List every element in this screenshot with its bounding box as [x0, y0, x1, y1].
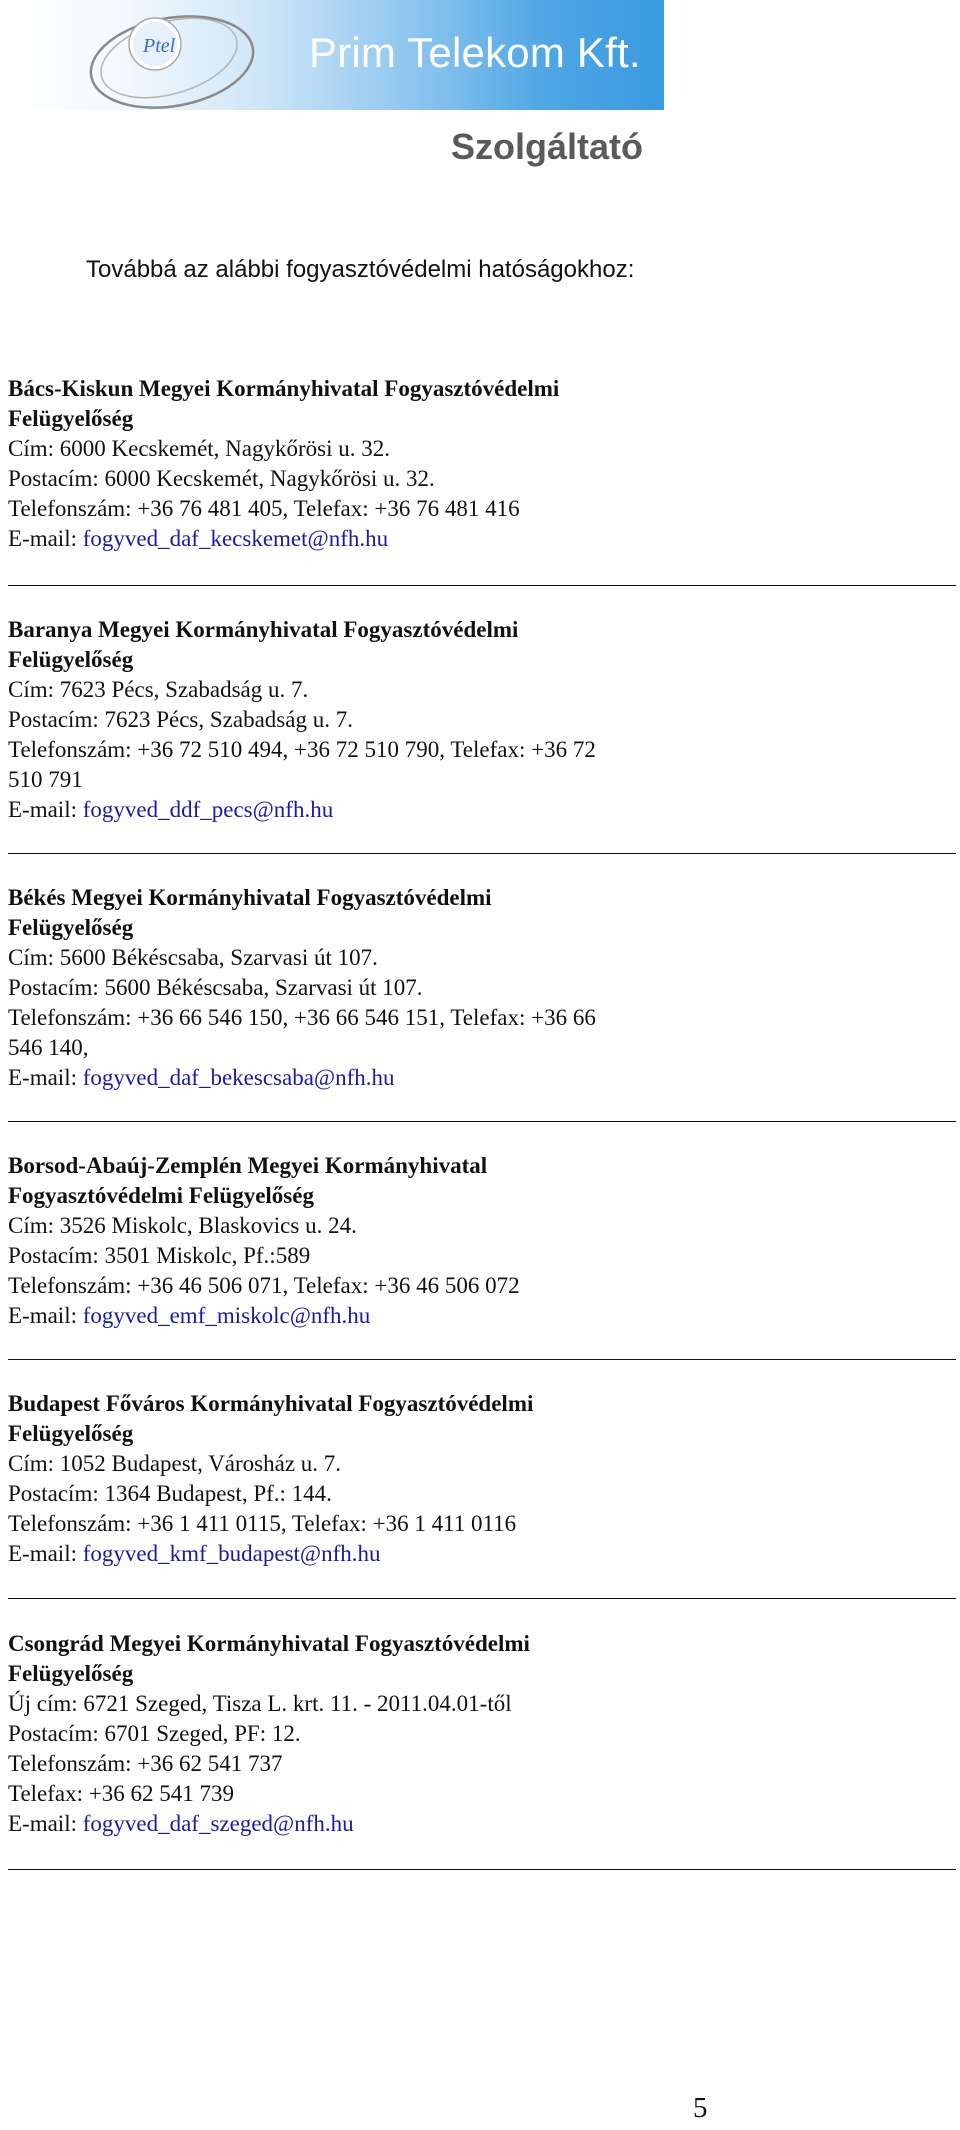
- email-link[interactable]: fogyved_daf_bekescsaba@nfh.hu: [82, 1065, 395, 1090]
- authority-name-line: Felügyelőség: [8, 1421, 134, 1446]
- svg-text:Ptel: Ptel: [143, 35, 176, 57]
- authority-name-line: Felügyelőség: [8, 915, 134, 940]
- phone-line: Telefonszám: +36 66 546 150, +36 66 546 151, Telefax: +36 66: [8, 1005, 596, 1030]
- authority-entry: [8, 1629, 908, 1839]
- authority-name: [8, 1389, 908, 1449]
- authority-name: [8, 374, 908, 434]
- authority-name-line: Fogyasztóvédelmi Felügyelőség: [8, 1183, 314, 1208]
- email-label: E-mail:: [8, 526, 83, 551]
- phone-line: Telefonszám: +36 62 541 737: [8, 1751, 283, 1776]
- email-line: [8, 1063, 908, 1093]
- phone-line: Telefonszám: +36 1 411 0115, Telefax: +36 1 411 0116: [8, 1511, 517, 1536]
- email-line: [8, 795, 908, 825]
- authority-name-line: Felügyelőség: [8, 1661, 134, 1686]
- phone-line: Telefonszám: +36 76 481 405, Telefax: +36 76 481 416: [8, 496, 520, 521]
- company-name: Prim Telekom Kft.: [309, 29, 641, 76]
- address-line: Cím: 1052 Budapest, Városház u. 7.: [8, 1451, 342, 1476]
- email-label: E-mail:: [8, 797, 83, 822]
- email-label: E-mail:: [8, 1541, 83, 1566]
- postal-address-line: Postacím: 5600 Békéscsaba, Szarvasi út 107.: [8, 975, 423, 1000]
- email-link[interactable]: fogyved_daf_kecskemet@nfh.hu: [82, 526, 389, 551]
- email-line: [8, 1539, 908, 1569]
- section-divider: [8, 1869, 956, 1870]
- authority-name-line: Csongrád Megyei Kormányhivatal Fogyasztóvédelmi: [8, 1631, 530, 1656]
- authority-name: [8, 615, 908, 675]
- fax-line: Telefax: +36 62 541 739: [8, 1781, 234, 1806]
- section-divider: [8, 1598, 956, 1599]
- authority-name: [8, 1151, 908, 1211]
- authority-name: [8, 1629, 908, 1689]
- authority-entry: [8, 883, 908, 1093]
- email-label: E-mail:: [8, 1065, 83, 1090]
- authority-name-line: Felügyelőség: [8, 406, 134, 431]
- postal-address-line: Postacím: 6701 Szeged, PF: 12.: [8, 1721, 301, 1746]
- section-divider: [8, 1359, 956, 1360]
- address-line: Új cím: 6721 Szeged, Tisza L. krt. 11. - 2011.04.01-től: [8, 1691, 512, 1716]
- section-divider: [8, 853, 956, 854]
- authority-name-line: Borsod-Abaúj-Zemplén Megyei Kormányhivatal: [8, 1153, 488, 1178]
- email-line: [8, 524, 908, 554]
- header-banner: [11, 0, 664, 110]
- email-label: E-mail:: [8, 1303, 83, 1328]
- authority-name-line: Bács-Kiskun Megyei Kormányhivatal Fogyasztóvédelmi: [8, 376, 560, 401]
- email-label: E-mail:: [8, 1811, 83, 1836]
- address-line: Cím: 7623 Pécs, Szabadság u. 7.: [8, 677, 309, 702]
- page-number: 5: [693, 2092, 708, 2124]
- authority-name-line: Békés Megyei Kormányhivatal Fogyasztóvédelmi: [8, 885, 492, 910]
- section-divider: [8, 585, 956, 586]
- company-logo: [79, 0, 264, 110]
- intro-text: Továbbá az alábbi fogyasztóvédelmi hatóságokhoz:: [86, 256, 635, 283]
- email-link[interactable]: fogyved_daf_szeged@nfh.hu: [82, 1811, 354, 1836]
- phone-line: Telefonszám: +36 72 510 494, +36 72 510 790, Telefax: +36 72: [8, 737, 596, 762]
- address-line: Cím: 3526 Miskolc, Blaskovics u. 24.: [8, 1213, 357, 1238]
- phone-line: Telefonszám: +36 46 506 071, Telefax: +36 46 506 072: [8, 1273, 520, 1298]
- address-line: Cím: 5600 Békéscsaba, Szarvasi út 107.: [8, 945, 378, 970]
- authority-entry: [8, 374, 908, 554]
- authority-entry: [8, 615, 908, 825]
- postal-address-line: Postacím: 7623 Pécs, Szabadság u. 7.: [8, 707, 353, 732]
- email-line: [8, 1301, 908, 1331]
- page-title: Szolgáltató: [451, 126, 644, 167]
- authority-entry: [8, 1389, 908, 1569]
- postal-address-line: Postacím: 3501 Miskolc, Pf.:589: [8, 1243, 311, 1268]
- authority-name-line: Baranya Megyei Kormányhivatal Fogyasztóvédelmi: [8, 617, 519, 642]
- postal-address-line: Postacím: 1364 Budapest, Pf.: 144.: [8, 1481, 332, 1506]
- authority-name-line: Budapest Főváros Kormányhivatal Fogyasztóvédelmi: [8, 1391, 534, 1416]
- email-line: [8, 1809, 908, 1839]
- phone-line-continued: 546 140,: [8, 1035, 89, 1060]
- authority-name-line: Felügyelőség: [8, 647, 134, 672]
- phone-line-continued: 510 791: [8, 767, 83, 792]
- address-line: Cím: 6000 Kecskemét, Nagykőrösi u. 32.: [8, 436, 391, 461]
- email-link[interactable]: fogyved_kmf_budapest@nfh.hu: [82, 1541, 381, 1566]
- postal-address-line: Postacím: 6000 Kecskemét, Nagykőrösi u. 32.: [8, 466, 435, 491]
- authority-entry: [8, 1151, 908, 1331]
- email-link[interactable]: fogyved_ddf_pecs@nfh.hu: [82, 797, 334, 822]
- section-divider: [8, 1121, 956, 1122]
- email-link[interactable]: fogyved_emf_miskolc@nfh.hu: [82, 1303, 371, 1328]
- authority-name: [8, 883, 908, 943]
